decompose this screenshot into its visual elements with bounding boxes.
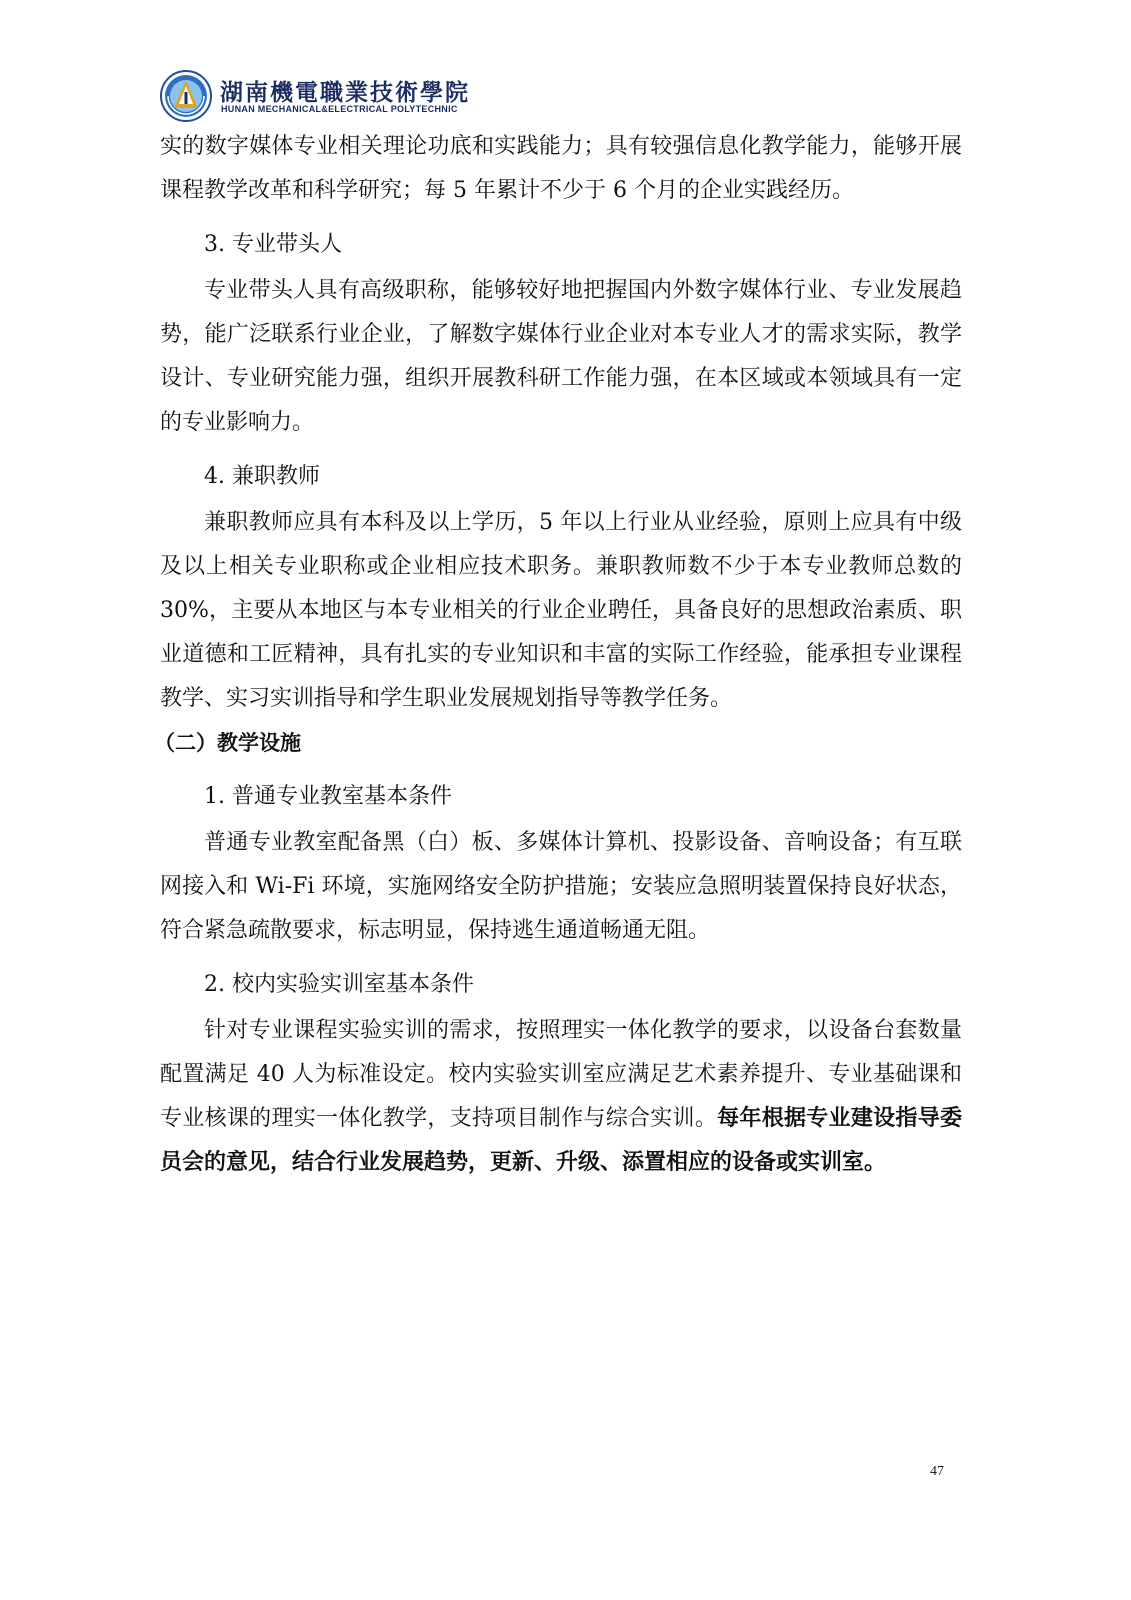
- paragraph-program-leader: 专业带头人具有高级职称，能够较好地把握国内外数字媒体行业、专业发展趋势，能广泛联系行业企业，了解数字媒体行业企业对本专业人才的需求实际，教学设计、专业研究能力强，组织开展教科研工作能力强，在本区域或本领域具有一定的专业影响力。: [160, 278, 962, 435]
- school-name-english: HUNAN MECHANICAL&ELECTRICAL POLYTECHNIC: [221, 104, 458, 114]
- subheading-program-leader: 3. 专业带头人: [204, 232, 342, 257]
- subheading-part-time-teachers: 4. 兼职教师: [204, 464, 320, 489]
- school-name-chinese: 湖南機電職業技術學院: [220, 79, 470, 106]
- document-body: [154, 125, 962, 1185]
- page-number: 47: [930, 1464, 944, 1479]
- paragraph-part-time-teachers: 兼职教师应具有本科及以上学历，5 年以上行业从业经验，原则上应具有中级及以上相关专业职称或企业相应技术职务。兼职教师数不少于本专业教师总数的 30%，主要从本地区与本专业相关的行业企业聘任，具备良好的思想政治素质、职业道德和工匠精神，具有扎实的专业知识和丰富的实际工作经验，能承担专业课程教学、实习实训指导和学生职业发展规划指导等教学任务。: [160, 510, 962, 711]
- page-header: [160, 66, 540, 126]
- section-heading-teaching-facilities: （二）教学设施: [154, 731, 301, 755]
- subheading-training-rooms: 2. 校内实验实训室基本条件: [204, 972, 474, 997]
- paragraph-classrooms: 普通专业教室配备黑（白）板、多媒体计算机、投影设备、音响设备；有互联网接入和 Wi-Fi 环境，实施网络安全防护措施；安装应急照明装置保持良好状态，符合紧急疏散要求，标志明显，保持逃生通道畅通无阻。: [160, 830, 962, 943]
- paragraph-training-rooms-bold-text: 每年根据专业建设指导委员会的意见，结合行业发展趋势，更新、升级、添置相应的设备或实训室。: [160, 1106, 962, 1175]
- paragraph-continued: 实的数字媒体专业相关理论功底和实践能力；具有较强信息化教学能力，能够开展课程教学改革和科学研究；每 5 年累计不少于 6 个月的企业实践经历。: [160, 134, 962, 203]
- paragraph-training-rooms-text: 针对专业课程实验实训的需求，按照理实一体化教学的要求，以设备台套数量配置满足 40 人为标准设定。校内实验实训室应满足艺术素养提升、专业基础课和专业核课的理实一体化教学，支持项目制作与综合实训。: [160, 1018, 962, 1131]
- school-emblem-icon: [160, 70, 212, 122]
- paragraph-training-rooms: [160, 1009, 962, 1185]
- subheading-classrooms: 1. 普通专业教室基本条件: [204, 784, 452, 809]
